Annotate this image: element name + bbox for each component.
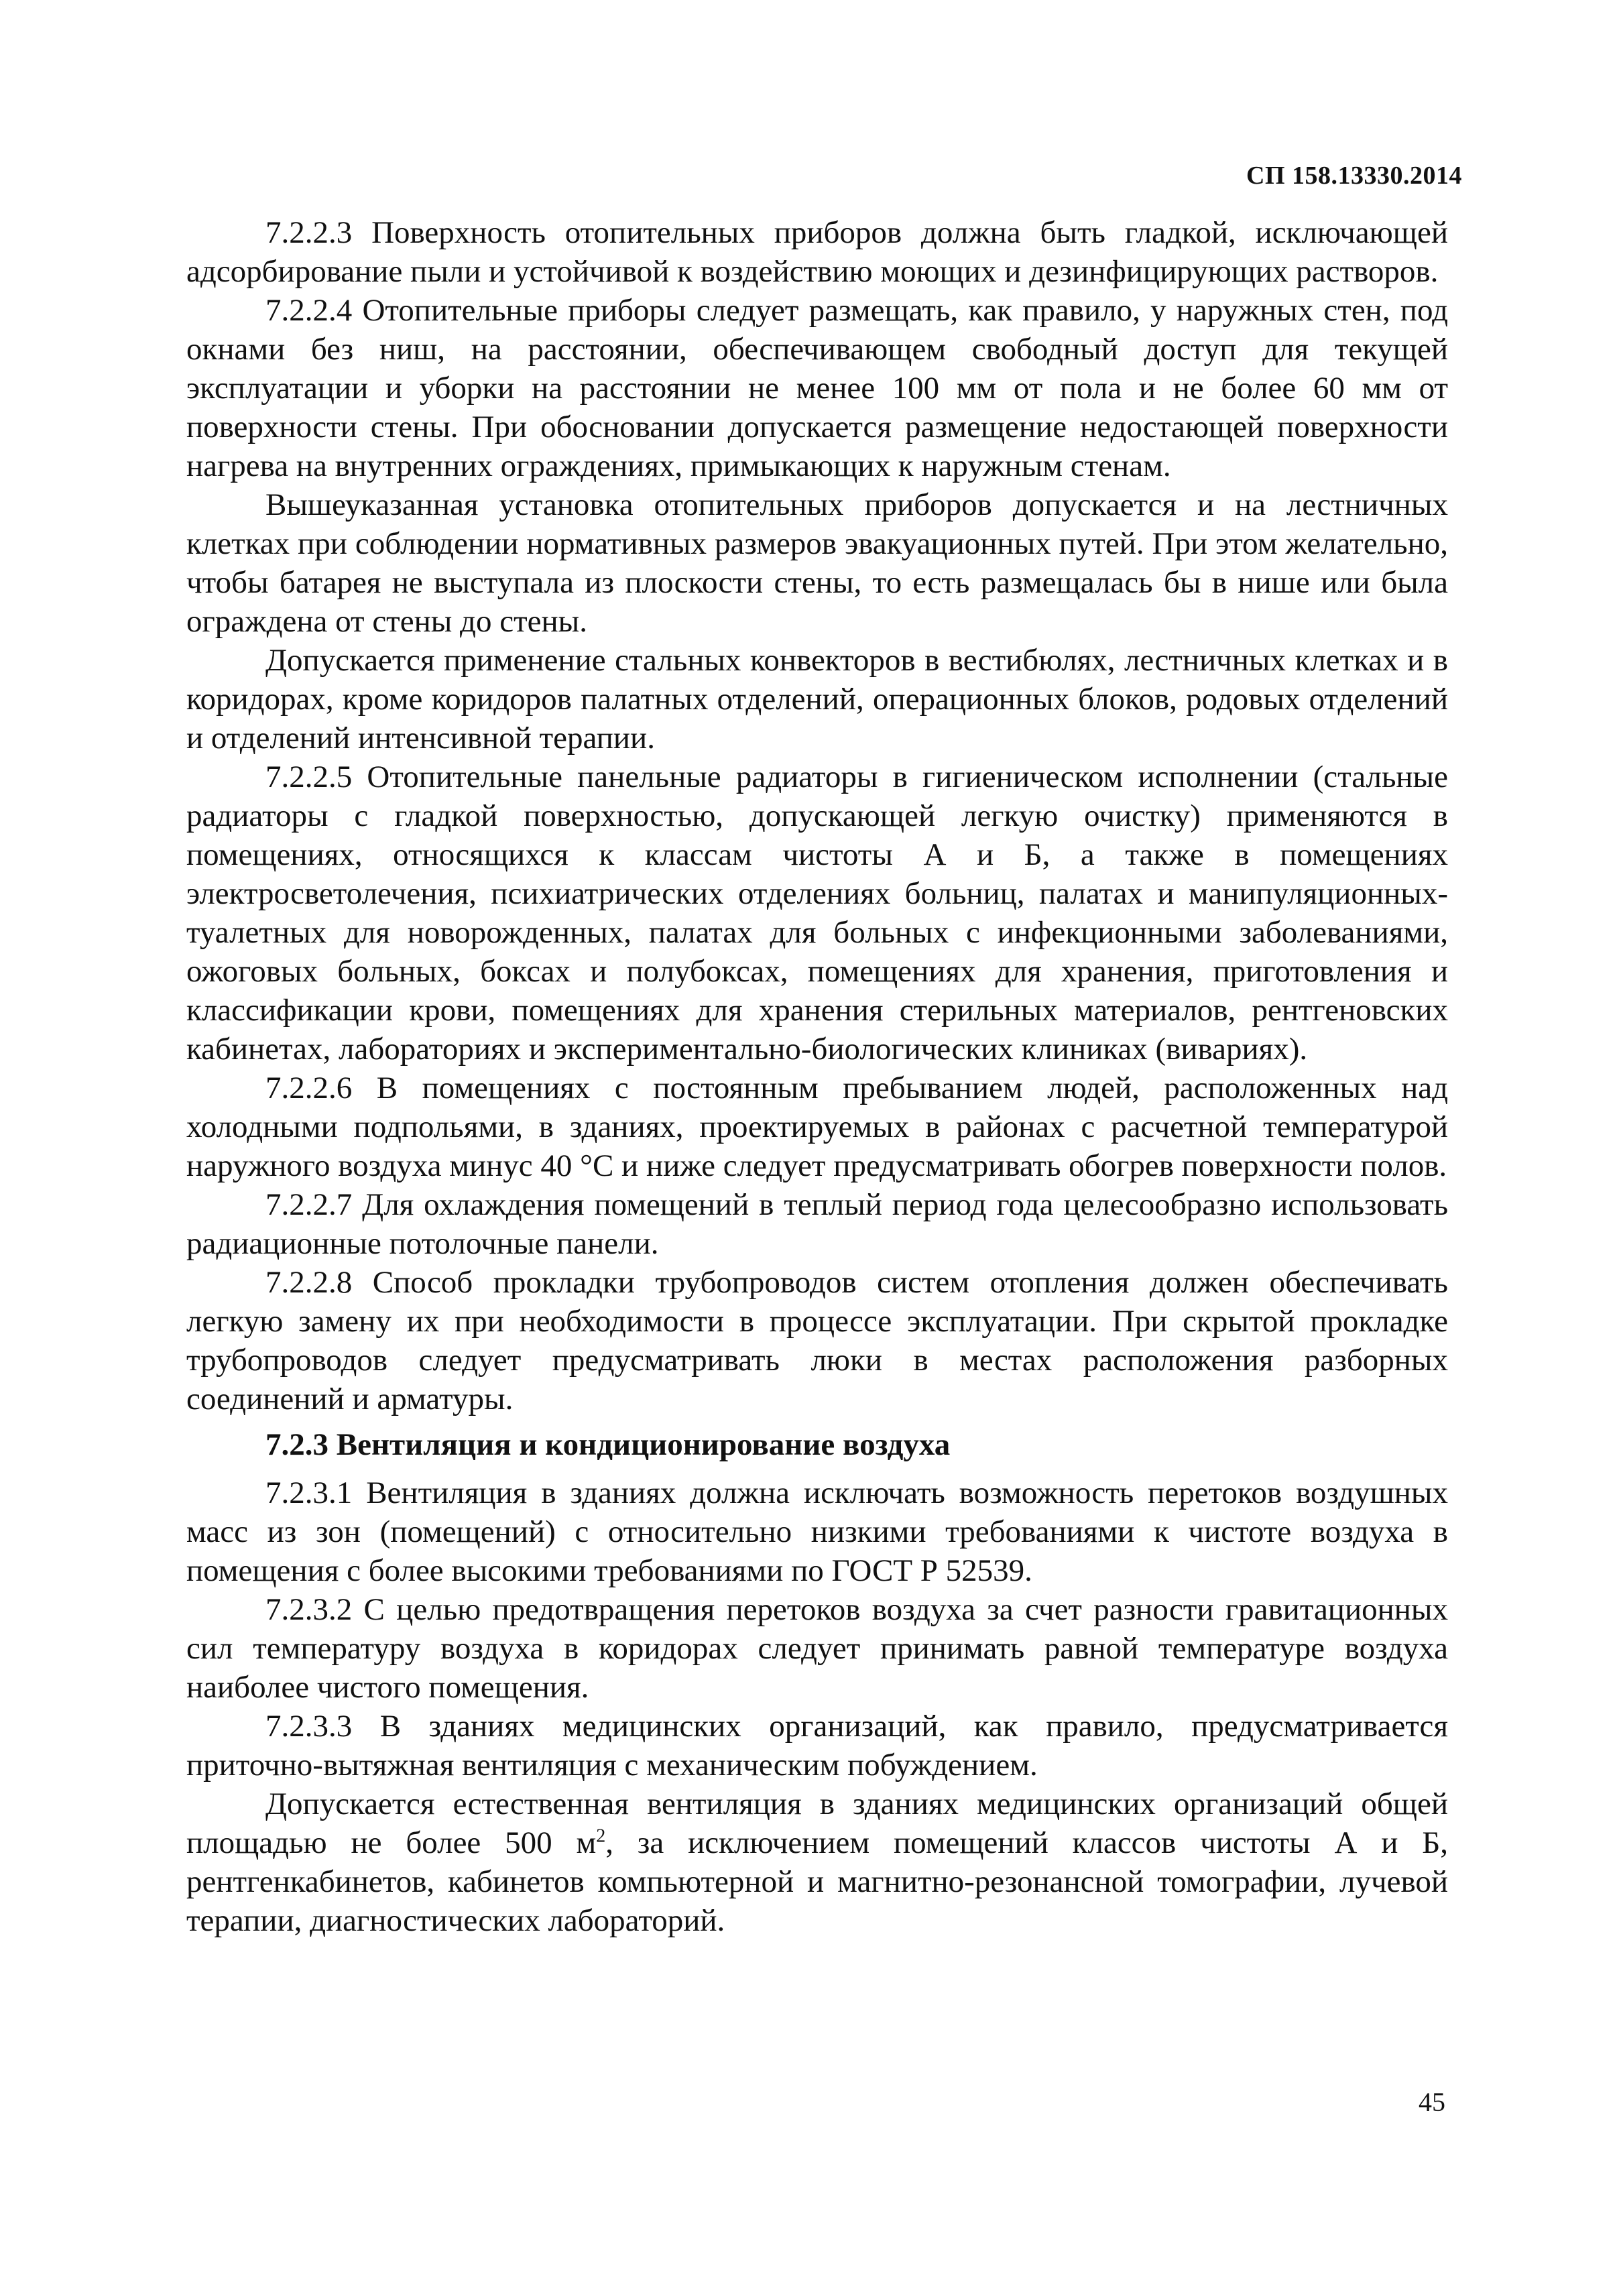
paragraph-stair-installation: Вышеуказанная установка отопительных приборов допускается и на лестничных клетках при соблюдении нормативных размеров эвакуационных путей. При этом желательно, чтобы батарея не выступала из плоскости стены, то есть размещалась бы в нише или была ограждена от стены до стены. — [186, 487, 1448, 639]
section-heading-7-2-3: 7.2.3 Вентиляция и кондиционирование воздуха — [265, 1427, 951, 1462]
paragraph-7-2-2-7: 7.2.2.7 Для охлаждения помещений в теплый период года целесообразно использовать радиационные потолочные панели. — [186, 1187, 1448, 1261]
document-code: СП 158.13330.2014 — [1246, 162, 1462, 190]
paragraph-natural-ventilation — [186, 1785, 1448, 1940]
natural-ventilation-text-start: Допускается естественная вентиляция в зданиях медицинских организаций общей площадью не более 500 м — [186, 1787, 1448, 1860]
paragraph-steel-convectors: Допускается применение стальных конвекторов в вестибюлях, лестничных клетках и в коридорах, кроме коридоров палатных отделений, операционных блоков, родовых отделений и отделений интенсивной терапии. — [186, 643, 1448, 756]
paragraph-7-2-3-2: 7.2.3.2 С целью предотвращения перетоков воздуха за счет разности гравитационных сил температуру воздуха в коридорах следует принимать равной температуре воздуха наиболее чистого помещения. — [186, 1592, 1448, 1705]
paragraph-7-2-2-5: 7.2.2.5 Отопительные панельные радиаторы в гигиеническом исполнении (стальные радиаторы с гладкой поверхностью, допускающей легкую очистку) применяются в помещениях, относящихся к классам чистоты А и Б, а также в помещениях электросветолечения, психиатрических отделениях больниц, палатах и манипуляционных-туалетных для новорожденных, палатах для больных с инфекционными заболеваниями, ожоговых больных, боксах и полубоксах, помещениях для хранения, приготовления и классификации крови, помещениях для хранения стерильных материалов, рентгеновских кабинетах, лабораториях и экспериментально-биологических клиниках (вивариях). — [186, 760, 1448, 1067]
paragraph-7-2-3-3: 7.2.3.3 В зданиях медицинских организаций, как правило, предусматривается приточно-вытяжная вентиляция с механическим побуждением. — [186, 1709, 1448, 1783]
paragraph-7-2-2-4: 7.2.2.4 Отопительные приборы следует размещать, как правило, у наружных стен, под окнами без ниш, на расстоянии, обеспечивающем свободный доступ для текущей эксплуатации и уборки на расстоянии не менее 100 мм от пола и не более 60 мм от поверхности стены. При обосновании допускается размещение недостающей поверхности нагрева на внутренних ограждениях, примыкающих к наружным стенам. — [186, 293, 1448, 483]
area-unit-superscript: 2 — [596, 1825, 606, 1847]
natural-ventilation-text-end: , за исключением помещений классов чистоты А и Б, рентгенкабинетов, кабинетов компьютерной и магнитно-резонансной томографии, лучевой терапии, диагностических лабораторий. — [186, 1825, 1448, 1938]
paragraph-7-2-3-1: 7.2.3.1 Вентиляция в зданиях должна исключать возможность перетоков воздушных масс из зон (помещений) с относительно низкими требованиями к чистоте воздуха в помещения с более высокими требованиями по ГОСТ Р 52539. — [186, 1475, 1448, 1588]
page-number: 45 — [1419, 2087, 1445, 2117]
paragraph-7-2-2-3: 7.2.2.3 Поверхность отопительных приборов должна быть гладкой, исключающей адсорбирование пыли и устойчивой к воздействию моющих и дезинфицирующих растворов. — [186, 215, 1448, 289]
paragraph-7-2-2-8: 7.2.2.8 Способ прокладки трубопроводов систем отопления должен обеспечивать легкую замену их при необходимости в процессе эксплуатации. При скрытой прокладке трубопроводов следует предусматривать люки в местах расположения разборных соединений и арматуры. — [186, 1265, 1448, 1416]
paragraph-7-2-2-6: 7.2.2.6 В помещениях с постоянным пребыванием людей, расположенных над холодными подпольями, в зданиях, проектируемых в районах с расчетной температурой наружного воздуха минус 40 °С и ниже следует предусматривать обогрев поверхности полов. — [186, 1071, 1448, 1183]
document-body — [186, 213, 1448, 1940]
